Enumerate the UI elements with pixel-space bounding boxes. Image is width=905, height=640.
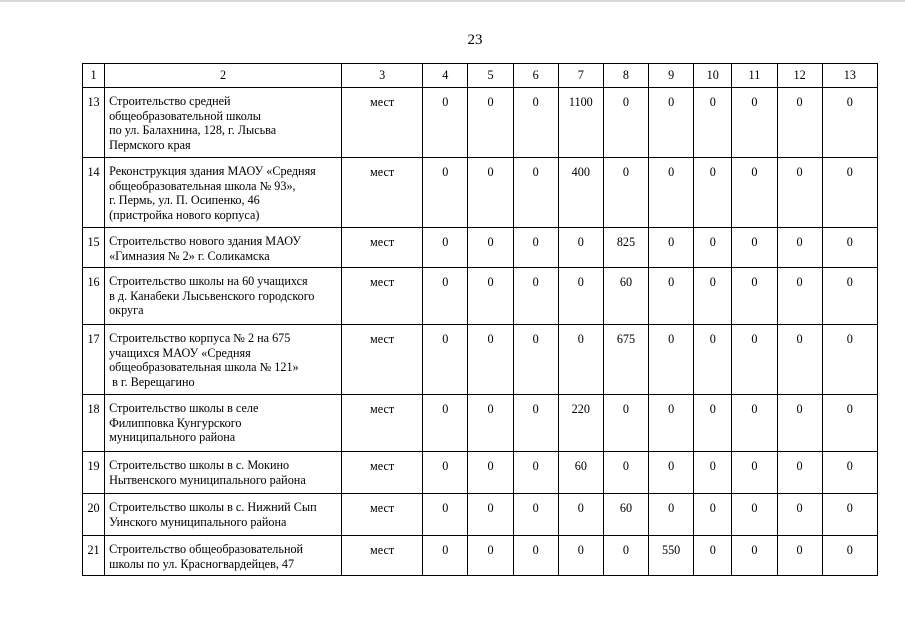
header-cell: 10 — [694, 64, 732, 88]
value-cell: 0 — [423, 268, 468, 325]
value-cell: 0 — [468, 536, 513, 576]
object-name-line: муниципального района — [109, 430, 236, 445]
value-cell: 0 — [777, 494, 822, 536]
value-cell: 0 — [603, 395, 648, 452]
value-cell: 825 — [603, 228, 648, 268]
value-cell: 0 — [822, 536, 877, 576]
value-cell: 0 — [822, 325, 877, 395]
unit-cell: мест — [341, 325, 422, 395]
object-name-line: Филипповка Кунгурского — [109, 415, 242, 430]
value-cell: 0 — [649, 268, 694, 325]
value-cell: 0 — [822, 88, 877, 158]
value-cell: 0 — [732, 452, 777, 494]
value-cell: 675 — [603, 325, 648, 395]
value-cell: 0 — [777, 536, 822, 576]
value-cell: 0 — [423, 536, 468, 576]
table-row — [83, 494, 878, 536]
table-row — [83, 452, 878, 494]
object-name-line: Строительство школы в с. Нижний Сып — [109, 500, 317, 514]
value-cell: 0 — [777, 88, 822, 158]
table-row — [83, 395, 878, 452]
header-cell: 12 — [777, 64, 822, 88]
object-name-line: общеобразовательная школа № 93», — [109, 178, 296, 193]
value-cell: 0 — [822, 452, 877, 494]
value-cell: 0 — [558, 494, 603, 536]
header-cell: 13 — [822, 64, 877, 88]
value-cell: 0 — [732, 268, 777, 325]
value-cell: 400 — [558, 158, 603, 228]
value-cell: 0 — [822, 395, 877, 452]
object-name-line: общеобразовательная школа № 121» — [109, 360, 299, 375]
value-cell: 0 — [732, 325, 777, 395]
value-cell: 0 — [603, 158, 648, 228]
object-name-line: общеобразовательной школы — [109, 108, 261, 123]
value-cell: 0 — [777, 452, 822, 494]
unit-cell: мест — [341, 494, 422, 536]
object-name-line: в г. Верещагино — [109, 374, 195, 389]
value-cell: 0 — [468, 228, 513, 268]
unit-cell: мест — [341, 536, 422, 576]
value-cell: 0 — [423, 452, 468, 494]
row-number: 15 — [83, 228, 105, 268]
header-cell: 9 — [649, 64, 694, 88]
value-cell: 0 — [694, 494, 732, 536]
row-number: 20 — [83, 494, 105, 536]
header-cell: 2 — [105, 64, 342, 88]
object-name-line: Нытвенского муниципального района — [109, 472, 306, 487]
value-cell: 0 — [558, 536, 603, 576]
row-number: 21 — [83, 536, 105, 576]
value-cell: 0 — [468, 158, 513, 228]
table-header-row — [83, 64, 878, 88]
value-cell: 0 — [513, 158, 558, 228]
header-cell: 1 — [83, 64, 105, 88]
object-name — [105, 88, 342, 158]
object-name — [105, 158, 342, 228]
object-name-line: Строительство школы в селе — [109, 401, 259, 415]
value-cell: 0 — [777, 395, 822, 452]
unit-cell: мест — [341, 268, 422, 325]
header-cell: 8 — [603, 64, 648, 88]
object-name-line: Строительство общеобразовательной — [109, 542, 304, 556]
value-cell: 0 — [822, 228, 877, 268]
value-cell: 0 — [423, 395, 468, 452]
value-cell: 0 — [732, 395, 777, 452]
value-cell: 0 — [777, 268, 822, 325]
value-cell: 0 — [732, 158, 777, 228]
value-cell: 0 — [649, 325, 694, 395]
value-cell: 0 — [694, 268, 732, 325]
value-cell: 0 — [468, 88, 513, 158]
value-cell: 0 — [694, 228, 732, 268]
object-name-line: Строительство средней — [109, 94, 231, 108]
value-cell: 0 — [468, 268, 513, 325]
object-name — [105, 228, 342, 268]
table-row — [83, 158, 878, 228]
value-cell: 0 — [732, 88, 777, 158]
value-cell: 0 — [694, 395, 732, 452]
header-cell: 7 — [558, 64, 603, 88]
header-cell: 11 — [732, 64, 777, 88]
object-name-line: Строительство нового здания МАОУ — [109, 234, 302, 248]
unit-cell: мест — [341, 452, 422, 494]
object-name — [105, 325, 342, 395]
object-name — [105, 395, 342, 452]
value-cell: 0 — [513, 325, 558, 395]
value-cell: 0 — [513, 88, 558, 158]
value-cell: 60 — [603, 268, 648, 325]
object-name-line: по ул. Балахнина, 128, г. Лысьва — [109, 123, 277, 138]
table-row — [83, 228, 878, 268]
value-cell: 0 — [558, 268, 603, 325]
value-cell: 0 — [777, 325, 822, 395]
value-cell: 0 — [603, 88, 648, 158]
value-cell: 0 — [822, 158, 877, 228]
object-name-line: учащихся МАОУ «Средняя — [109, 345, 251, 360]
object-name — [105, 268, 342, 325]
value-cell: 0 — [513, 395, 558, 452]
value-cell: 0 — [732, 494, 777, 536]
value-cell: 0 — [423, 228, 468, 268]
value-cell: 0 — [603, 452, 648, 494]
value-cell: 550 — [649, 536, 694, 576]
unit-cell: мест — [341, 228, 422, 268]
object-name-line: в д. Канабеки Лысьвенского городского — [109, 288, 315, 303]
value-cell: 0 — [777, 228, 822, 268]
header-cell: 6 — [513, 64, 558, 88]
value-cell: 0 — [468, 395, 513, 452]
row-number: 16 — [83, 268, 105, 325]
value-cell: 0 — [513, 452, 558, 494]
value-cell: 1100 — [558, 88, 603, 158]
table-row — [83, 268, 878, 325]
value-cell: 0 — [423, 325, 468, 395]
table-row — [83, 536, 878, 576]
header-cell: 4 — [423, 64, 468, 88]
object-name-line: Уинского муниципального района — [109, 514, 287, 529]
value-cell: 0 — [694, 536, 732, 576]
value-cell: 0 — [513, 494, 558, 536]
top-rule — [0, 0, 905, 2]
value-cell: 0 — [558, 325, 603, 395]
value-cell: 220 — [558, 395, 603, 452]
object-name — [105, 536, 342, 576]
value-cell: 0 — [513, 228, 558, 268]
object-name — [105, 452, 342, 494]
value-cell: 0 — [732, 228, 777, 268]
value-cell: 0 — [694, 88, 732, 158]
row-number: 19 — [83, 452, 105, 494]
value-cell: 0 — [468, 452, 513, 494]
object-name-line: Строительство школы в с. Мокино — [109, 458, 290, 472]
row-number: 17 — [83, 325, 105, 395]
value-cell: 0 — [694, 158, 732, 228]
header-cell: 3 — [341, 64, 422, 88]
value-cell: 0 — [649, 228, 694, 268]
object-name-line: школы по ул. Красногвардейцев, 47 — [109, 556, 295, 571]
value-cell: 0 — [822, 494, 877, 536]
value-cell: 0 — [649, 88, 694, 158]
row-number: 18 — [83, 395, 105, 452]
value-cell: 0 — [603, 536, 648, 576]
object-name-line: г. Пермь, ул. П. Осипенко, 46 — [109, 193, 260, 208]
value-cell: 0 — [468, 325, 513, 395]
header-cell: 5 — [468, 64, 513, 88]
value-cell: 60 — [558, 452, 603, 494]
object-name-line: Строительство школы на 60 учащихся — [109, 274, 308, 288]
value-cell: 0 — [732, 536, 777, 576]
value-cell: 0 — [468, 494, 513, 536]
object-name-line: Пермского края — [109, 137, 191, 152]
table-row — [83, 325, 878, 395]
value-cell: 0 — [822, 268, 877, 325]
value-cell: 0 — [649, 494, 694, 536]
value-cell: 0 — [694, 452, 732, 494]
data-table — [82, 63, 878, 576]
value-cell: 0 — [513, 536, 558, 576]
value-cell: 0 — [513, 268, 558, 325]
value-cell: 60 — [603, 494, 648, 536]
object-name-line: Реконструкция здания МАОУ «Средняя — [109, 164, 316, 178]
table-row — [83, 88, 878, 158]
value-cell: 0 — [649, 452, 694, 494]
object-name — [105, 494, 342, 536]
value-cell: 0 — [649, 395, 694, 452]
row-number: 13 — [83, 88, 105, 158]
object-name-line: Строительство корпуса № 2 на 675 — [109, 331, 291, 345]
value-cell: 0 — [423, 494, 468, 536]
unit-cell: мест — [341, 395, 422, 452]
object-name-line: «Гимназия № 2» г. Соликамска — [109, 248, 270, 263]
page-number: 23 — [467, 32, 483, 48]
object-name-line: (пристройка нового корпуса) — [109, 207, 260, 222]
unit-cell: мест — [341, 158, 422, 228]
object-name-line: округа — [109, 303, 144, 318]
value-cell: 0 — [423, 88, 468, 158]
value-cell: 0 — [558, 228, 603, 268]
value-cell: 0 — [649, 158, 694, 228]
row-number: 14 — [83, 158, 105, 228]
value-cell: 0 — [694, 325, 732, 395]
value-cell: 0 — [423, 158, 468, 228]
unit-cell: мест — [341, 88, 422, 158]
value-cell: 0 — [777, 158, 822, 228]
